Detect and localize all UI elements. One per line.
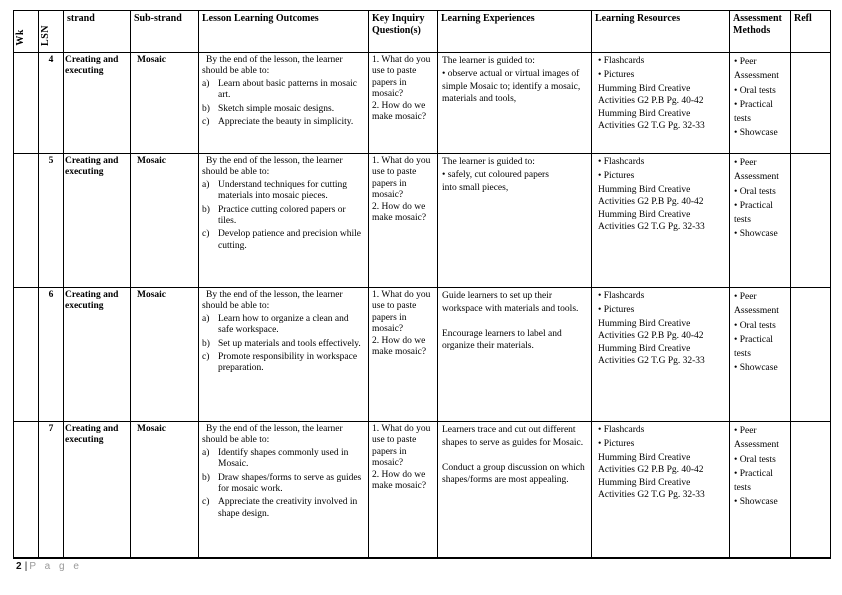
strand-cell: Creating and executing bbox=[64, 154, 131, 288]
text-line: • Oral tests bbox=[734, 454, 776, 465]
lsn-cell: 6 bbox=[39, 288, 64, 422]
text-line: Humming Bird Creative Activities G2 P.B Pg. 40-42 bbox=[598, 319, 704, 342]
table-row-lesson-6 bbox=[14, 288, 831, 422]
experiences-cell bbox=[438, 288, 592, 422]
text-line: The learner is guided to: bbox=[442, 56, 535, 66]
text-line: • Oral tests bbox=[734, 186, 776, 197]
header-experiences: Learning Experiences bbox=[438, 11, 592, 53]
outcome-item: b) Practice cutting colored papers or tiles. bbox=[202, 204, 346, 226]
text-line: Guide learners to set up their workspace with materials and tools. bbox=[442, 291, 579, 314]
key-inquiry-question: 2. How do we make mosaic? bbox=[372, 335, 427, 357]
resources-cell bbox=[592, 154, 730, 288]
resources-cell bbox=[592, 53, 730, 154]
text-line: Humming Bird Creative Activities G2 T.G Pg. 32-33 bbox=[598, 477, 705, 500]
scheme-of-work-table bbox=[13, 10, 831, 559]
text-line: Humming Bird Creative Activities G2 T.G Pg. 32-33 bbox=[598, 108, 705, 131]
resources-cell bbox=[592, 288, 730, 422]
text-line: • Flashcards bbox=[598, 56, 645, 66]
key-inquiry-question: 2. How do we make mosaic? bbox=[372, 100, 427, 122]
outcomes-intro: By the end of the lesson, the learner should be able to: bbox=[202, 290, 343, 312]
text-line: Conduct a group discussion on which shapes/forms are most appealing. bbox=[442, 462, 585, 486]
table-row-lesson-4 bbox=[14, 53, 831, 154]
text-line: • Pictures bbox=[598, 171, 635, 182]
refl-cell bbox=[791, 288, 831, 422]
text-line bbox=[442, 316, 588, 328]
sub-strand-cell: Mosaic bbox=[131, 422, 199, 558]
page-number: 2 bbox=[16, 561, 23, 572]
text-line: materials and tools, bbox=[442, 94, 517, 105]
outcome-item: a) Identify shapes commonly used in Mosaic. bbox=[202, 447, 349, 470]
text-line: • Showcase bbox=[734, 128, 778, 139]
text-line: • Practical tests bbox=[734, 200, 773, 225]
text-line: • Practical tests bbox=[734, 99, 773, 124]
key-inquiry-cell bbox=[369, 53, 438, 154]
footer-label: P a g e bbox=[29, 561, 82, 572]
outcomes-intro: By the end of the lesson, the learner should be able to: bbox=[202, 55, 343, 77]
header-row bbox=[14, 11, 831, 53]
text-line: • Pictures bbox=[598, 305, 635, 316]
sub-strand-cell: Mosaic bbox=[131, 154, 199, 288]
text-line: • Flashcards bbox=[598, 425, 645, 435]
strand-cell: Creating and executing bbox=[64, 288, 131, 422]
page-footer bbox=[16, 561, 82, 572]
lsn-cell: 4 bbox=[39, 53, 64, 154]
text-line: • Oral tests bbox=[734, 85, 776, 96]
text-line: • Showcase bbox=[734, 229, 778, 240]
outcomes-intro: By the end of the lesson, the learner should be able to: bbox=[202, 424, 343, 446]
outcomes-cell bbox=[199, 154, 369, 288]
text-line: • Practical tests bbox=[734, 334, 773, 359]
outcome-item: b) Set up materials and tools effectively. bbox=[202, 338, 361, 349]
text-line: into small pieces, bbox=[442, 182, 509, 193]
text-line: Encourage learners to label and organize their materials. bbox=[442, 328, 562, 352]
text-line: simple Mosaic to; identify a mosaic, bbox=[442, 81, 581, 92]
outcome-item: a) Understand techniques for cutting materials into mosaic pieces. bbox=[202, 179, 348, 202]
text-line: Humming Bird Creative Activities G2 P.B Pg. 40-42 bbox=[598, 453, 704, 476]
experiences-cell bbox=[438, 422, 592, 558]
text-line: • Flashcards bbox=[598, 291, 645, 301]
text-line: Humming Bird Creative Activities G2 P.B Pg. 40-42 bbox=[598, 185, 704, 208]
text-line: • Practical tests bbox=[734, 468, 773, 493]
outcome-item: c) Appreciate the creativity involved in shape design. bbox=[202, 497, 358, 519]
key-inquiry-question: 2. How do we make mosaic? bbox=[372, 469, 427, 491]
assessment-cell bbox=[730, 422, 791, 558]
text-line: • Peer Assessment bbox=[734, 426, 779, 451]
text-line: • observe actual or virtual images of bbox=[442, 68, 580, 79]
text-line: The learner is guided to: bbox=[442, 157, 535, 167]
outcome-item: b) Sketch simple mosaic designs. bbox=[202, 103, 335, 114]
key-inquiry-cell bbox=[369, 154, 438, 288]
text-line bbox=[442, 450, 588, 462]
text-line: • Pictures bbox=[598, 70, 635, 81]
sub-strand-cell: Mosaic bbox=[131, 288, 199, 422]
text-line: Humming Bird Creative Activities G2 T.G Pg. 32-33 bbox=[598, 209, 705, 232]
text-line: • Peer Assessment bbox=[734, 158, 779, 183]
refl-cell bbox=[791, 53, 831, 154]
header-key-inquiry: Key Inquiry Question(s) bbox=[369, 11, 438, 53]
header-resources: Learning Resources bbox=[592, 11, 730, 53]
key-inquiry-cell bbox=[369, 422, 438, 558]
sub-strand-cell: Mosaic bbox=[131, 53, 199, 154]
outcome-item: c) Develop patience and precision while cutting. bbox=[202, 229, 361, 251]
header-outcomes: Lesson Learning Outcomes bbox=[199, 11, 369, 53]
outcome-item: a) Learn about basic patterns in mosaic art. bbox=[202, 78, 358, 101]
header-refl: Refl bbox=[791, 11, 831, 53]
text-line: • Showcase bbox=[734, 497, 778, 508]
text-line: • Flashcards bbox=[598, 157, 645, 167]
experiences-cell bbox=[438, 154, 592, 288]
key-inquiry-question: 1. What do you use to paste papers in mosaic? bbox=[372, 290, 431, 335]
key-inquiry-cell bbox=[369, 288, 438, 422]
header-sub-strand: Sub-strand bbox=[131, 11, 199, 53]
key-inquiry-question: 1. What do you use to paste papers in mosaic? bbox=[372, 424, 431, 469]
outcomes-cell bbox=[199, 53, 369, 154]
outcome-item: c) Appreciate the beauty in simplicity. bbox=[202, 116, 354, 127]
text-line: • Showcase bbox=[734, 363, 778, 374]
wk-cell bbox=[14, 53, 39, 154]
wk-cell bbox=[14, 422, 39, 558]
table-row-lesson-7 bbox=[14, 422, 831, 558]
text-line: • Pictures bbox=[598, 439, 635, 450]
outcomes-intro: By the end of the lesson, the learner should be able to: bbox=[202, 156, 343, 178]
key-inquiry-question: 2. How do we make mosaic? bbox=[372, 201, 427, 223]
assessment-cell bbox=[730, 154, 791, 288]
outcome-item: c) Promote responsibility in workspace preparation. bbox=[202, 351, 358, 374]
text-line: Humming Bird Creative Activities G2 P.B Pg. 40-42 bbox=[598, 84, 704, 107]
refl-cell bbox=[791, 154, 831, 288]
text-line: • Peer Assessment bbox=[734, 292, 779, 317]
experiences-cell bbox=[438, 53, 592, 154]
key-inquiry-question: 1. What do you use to paste papers in mosaic? bbox=[372, 156, 431, 201]
text-line: • Oral tests bbox=[734, 320, 776, 331]
outcome-item: b) Draw shapes/forms to serve as guides for mosaic work. bbox=[202, 472, 362, 494]
lsn-cell: 5 bbox=[39, 154, 64, 288]
text-line: Humming Bird Creative Activities G2 T.G Pg. 32-33 bbox=[598, 343, 705, 366]
outcomes-cell bbox=[199, 422, 369, 558]
outcome-item: a) Learn how to organize a clean and safe workspace. bbox=[202, 313, 349, 336]
wk-cell bbox=[14, 154, 39, 288]
text-line: • Peer Assessment bbox=[734, 57, 779, 82]
header-assessment: Assessment Methods bbox=[730, 11, 791, 53]
footer-separator: | bbox=[24, 561, 28, 572]
assessment-cell bbox=[730, 53, 791, 154]
strand-cell: Creating and executing bbox=[64, 53, 131, 154]
assessment-cell bbox=[730, 288, 791, 422]
strand-cell: Creating and executing bbox=[64, 422, 131, 558]
text-line: Learners trace and cut out different shapes to serve as guides for Mosaic. bbox=[442, 425, 584, 448]
wk-cell bbox=[14, 288, 39, 422]
key-inquiry-question: 1. What do you use to paste papers in mosaic? bbox=[372, 55, 431, 100]
table-row-lesson-5 bbox=[14, 154, 831, 288]
outcomes-cell bbox=[199, 288, 369, 422]
header-lsn: LSN bbox=[39, 11, 64, 53]
header-strand: strand bbox=[64, 11, 131, 53]
lsn-cell: 7 bbox=[39, 422, 64, 558]
resources-cell bbox=[592, 422, 730, 558]
text-line: • safely, cut coloured papers bbox=[442, 169, 549, 180]
header-wk: Wk bbox=[14, 11, 39, 53]
refl-cell bbox=[791, 422, 831, 558]
